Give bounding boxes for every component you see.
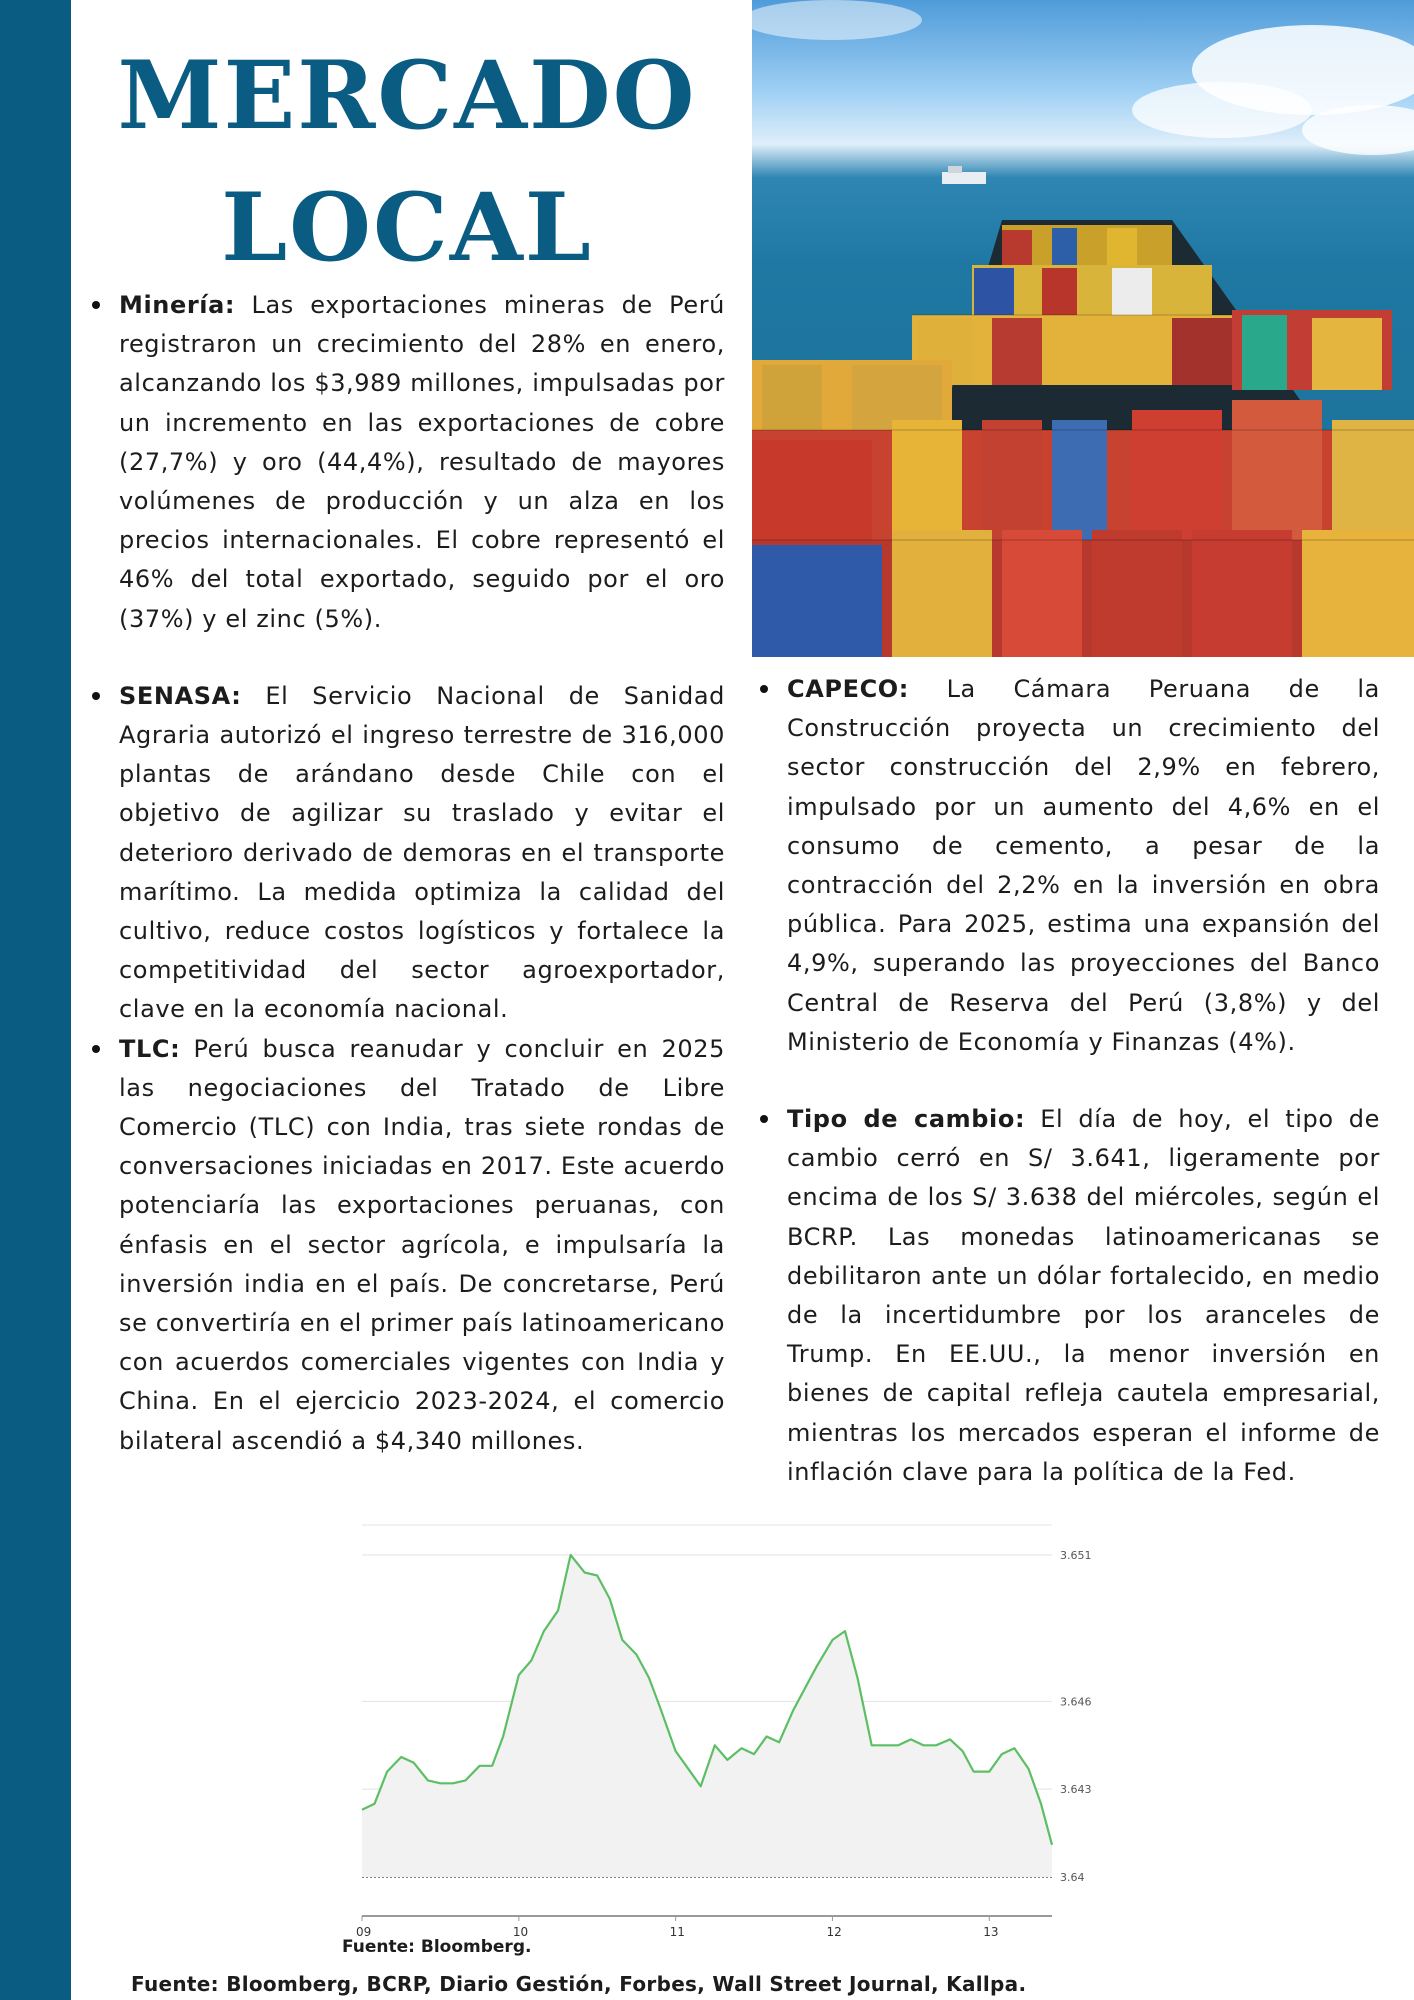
exchange-rate-chart: [340, 1515, 1120, 1945]
chart-source: Fuente: Bloomberg.: [342, 1937, 532, 1957]
item-text: El Servicio Nacional de Sanidad Agraria autorizó el ingreso terrestre de 316,000 plantas de arándano desde Chile con el objetivo de agilizar su traslado y evitar el deterioro derivado de demoras en el transporte marítimo. La medida optimiza la calidad del cultivo, reduce costos logísticos y fortalece la competitividad del sector agroexportador, clave en la economía nacional.: [119, 681, 725, 1024]
y-tick-label: 3.643: [1060, 1783, 1092, 1797]
item-text: Perú busca reanudar y concluir en 2025 las negociaciones del Tratado de Libre Comercio (TLC) con India, tras siete rondas de conversaciones iniciadas en 2017. Este acuerdo potenciaría las exportaciones peruanas, con énfasis en el sector agrícola, e impulsaría la inversión india en el país. De concretarse, Perú se convertiría en el primer país latinoamericano con acuerdos comerciales vigentes con India y China. En el ejercicio 2023-2024, el comercio bilateral ascendió a $4,340 millones.: [119, 1034, 725, 1455]
list-item-mineria: [119, 286, 725, 639]
x-tick-label: 11: [669, 1925, 685, 1939]
list-item-tlc: [119, 1030, 725, 1461]
left-column: [119, 286, 725, 1461]
item-label: CAPECO:: [787, 675, 909, 703]
spacer: [119, 639, 725, 677]
container-ship-photo: [752, 0, 1414, 657]
footer-sources: Fuente: Bloomberg, BCRP, Diario Gestión, Forbes, Wall Street Journal, Kallpa.: [131, 1972, 1027, 1996]
list-item-tipo-cambio: [787, 1100, 1380, 1492]
x-tick-label: 12: [826, 1925, 842, 1939]
right-column: [787, 670, 1380, 1492]
y-tick-label: 3.651: [1060, 1549, 1092, 1562]
x-tick-label: 10: [512, 1925, 529, 1939]
spacer: [787, 1062, 1380, 1100]
series-area: [362, 1555, 1052, 1877]
list-item-capeco: [787, 670, 1380, 1062]
item-text: Las exportaciones mineras de Perú registraron un crecimiento del 28% en enero, alcanzando los $3,989 millones, impulsadas por un incremento en las exportaciones de cobre (27,7%) y oro (44,4%), resultado de mayores volúmenes de producción y un alza en los precios internacionales. El cobre representó el 46% del total exportado, seguido por el oro (37%) y el zinc (5%).: [119, 291, 725, 633]
y-tick-label: 3.64: [1060, 1871, 1085, 1884]
page-title-line-1: MERCADO: [117, 41, 697, 151]
page-title: [72, 30, 742, 294]
x-tick-label: 09: [356, 1925, 372, 1939]
y-tick-label: 3.646: [1060, 1695, 1092, 1709]
x-tick-label: 13: [983, 1925, 999, 1939]
item-text: La Cámara Peruana de la Construcción proyecta un crecimiento del sector construcción del 2,9% en febrero, impulsado por un aumento del 4,6% en el consumo de cemento, a pesar de la contracción del 2,2% en la inversión en obra pública. Para 2025, estima una expansión del 4,9%, superando las proyecciones del Banco Central de Reserva del Perú (3,8%) y del Ministerio de Economía y Finanzas (4%).: [787, 675, 1380, 1056]
page-title-line-2: LOCAL: [221, 173, 593, 283]
item-label: Tipo de cambio:: [787, 1105, 1026, 1134]
left-accent-bar: [0, 0, 71, 2000]
list-item-senasa: [119, 677, 725, 1030]
item-label: Minería:: [119, 291, 236, 319]
item-text: El día de hoy, el tipo de cambio cerró en S/ 3.641, ligeramente por encima de los S/ 3.638 del miércoles, según el BCRP. Las monedas latinoamericanas se debilitaron ante un dólar fortalecido, en medio de la incertidumbre por los aranceles de Trump. En EE.UU., la menor inversión en bienes de capital refleja cautela empresarial, mientras los mercados esperan el informe de inflación clave para la política de la Fed.: [787, 1105, 1380, 1486]
item-label: TLC:: [119, 1034, 181, 1063]
item-label: SENASA:: [119, 681, 242, 710]
